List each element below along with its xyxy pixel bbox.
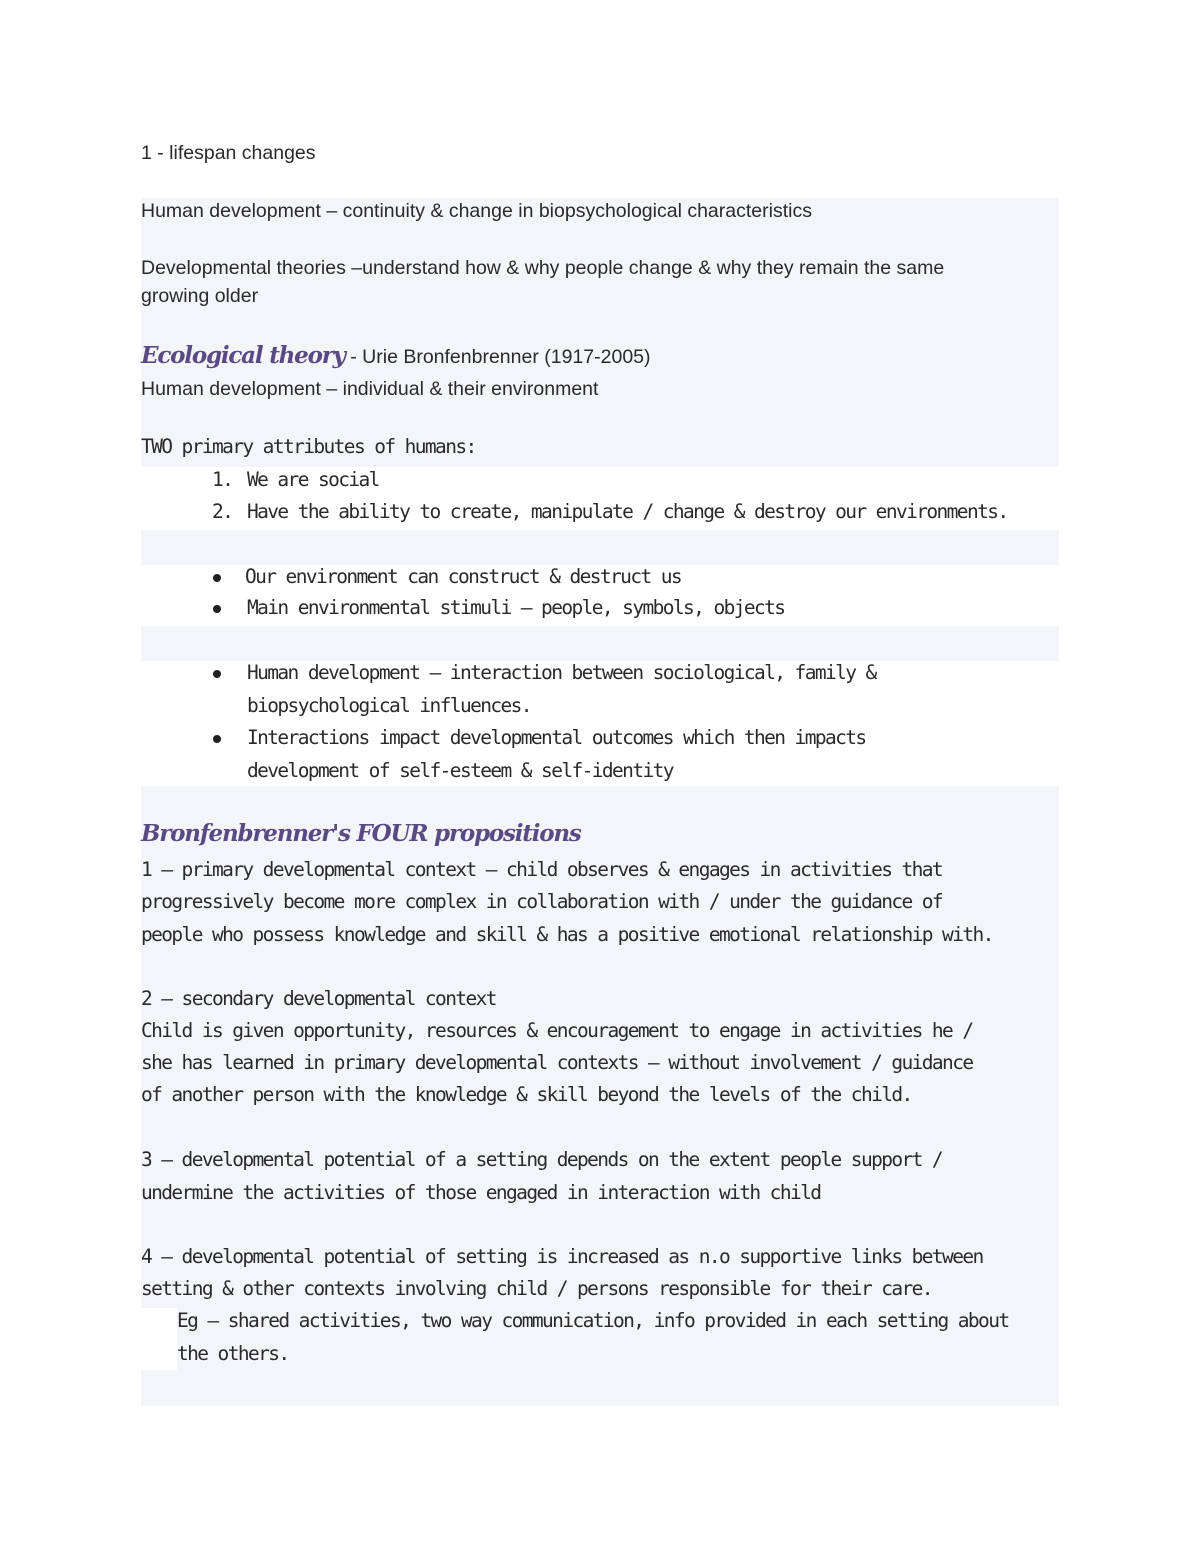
developmental-theories-line: Developmental theories –understand how & why people change & why they remain the same	[141, 257, 945, 279]
bullet-item: Main environmental stimuli – people, symbols, objects	[247, 596, 785, 619]
attributes-label: TWO primary attributes of humans:	[141, 435, 476, 458]
bullet-icon	[213, 574, 221, 582]
list-item-number: 1.	[212, 468, 233, 491]
bullet-icon	[213, 735, 221, 743]
proposition-1-line: people who possess knowledge and skill & has a positive emotional relationship with.	[141, 923, 993, 946]
proposition-4-line: setting & other contexts involving child / persons responsible for their care.	[141, 1277, 932, 1300]
proposition-3-line: 3 – developmental potential of a setting depends on the extent people support /	[141, 1148, 943, 1171]
ecological-theory-subtitle: Human development – individual & their environment	[141, 378, 599, 400]
bullet-icon	[213, 670, 221, 678]
shaded-band	[141, 530, 1059, 565]
list-item: We are social	[247, 468, 379, 491]
bullet-item: Interactions impact developmental outcomes which then impacts	[247, 726, 866, 749]
proposition-2-line: of another person with the knowledge & skill beyond the levels of the child.	[141, 1083, 912, 1106]
ecological-theory-heading-line	[141, 342, 651, 369]
proposition-3-line: undermine the activities of those engaged in interaction with child	[141, 1181, 821, 1204]
proposition-2-line: 2 – secondary developmental context	[141, 987, 496, 1010]
page-title: 1 - lifespan changes	[141, 142, 316, 164]
shaded-band	[141, 198, 1059, 467]
bullet-item-continuation: development of self-esteem & self-identity	[247, 759, 673, 782]
propositions-heading: Bronfenbrenner's FOUR propositions	[141, 820, 581, 847]
developmental-theories-line: growing older	[141, 285, 259, 307]
list-item-number: 2.	[212, 500, 233, 523]
example-line: the others.	[177, 1342, 289, 1365]
bullet-item: Human development – interaction between sociological, family &	[247, 661, 876, 684]
proposition-4-line: 4 – developmental potential of setting is increased as n.o supportive links between	[141, 1245, 983, 1268]
example-line: Eg – shared activities, two way communication, info provided in each setting about	[177, 1309, 1009, 1332]
proposition-2-line: she has learned in primary developmental contexts – without involvement / guidance	[141, 1051, 973, 1074]
ecological-theory-heading: Ecological theory	[141, 342, 345, 369]
bullet-icon	[213, 605, 221, 613]
list-item: Have the ability to create, manipulate / change & destroy our environments.	[247, 500, 1008, 523]
bullet-item-continuation: biopsychological influences.	[247, 694, 531, 717]
bullet-item: Our environment can construct & destruct us	[245, 565, 682, 588]
proposition-1-line: 1 – primary developmental context – child observes & engages in activities that	[141, 858, 943, 881]
proposition-2-line: Child is given opportunity, resources & encouragement to engage in activities he /	[141, 1019, 973, 1042]
shaded-band	[141, 626, 1059, 661]
shaded-band	[141, 1370, 1059, 1406]
ecological-theory-author: - Urie Bronfenbrenner (1917-2005)	[344, 346, 651, 368]
proposition-1-line: progressively become more complex in collaboration with / under the guidance of	[141, 890, 943, 913]
human-development-definition: Human development – continuity & change in biopsychological characteristics	[141, 200, 812, 222]
